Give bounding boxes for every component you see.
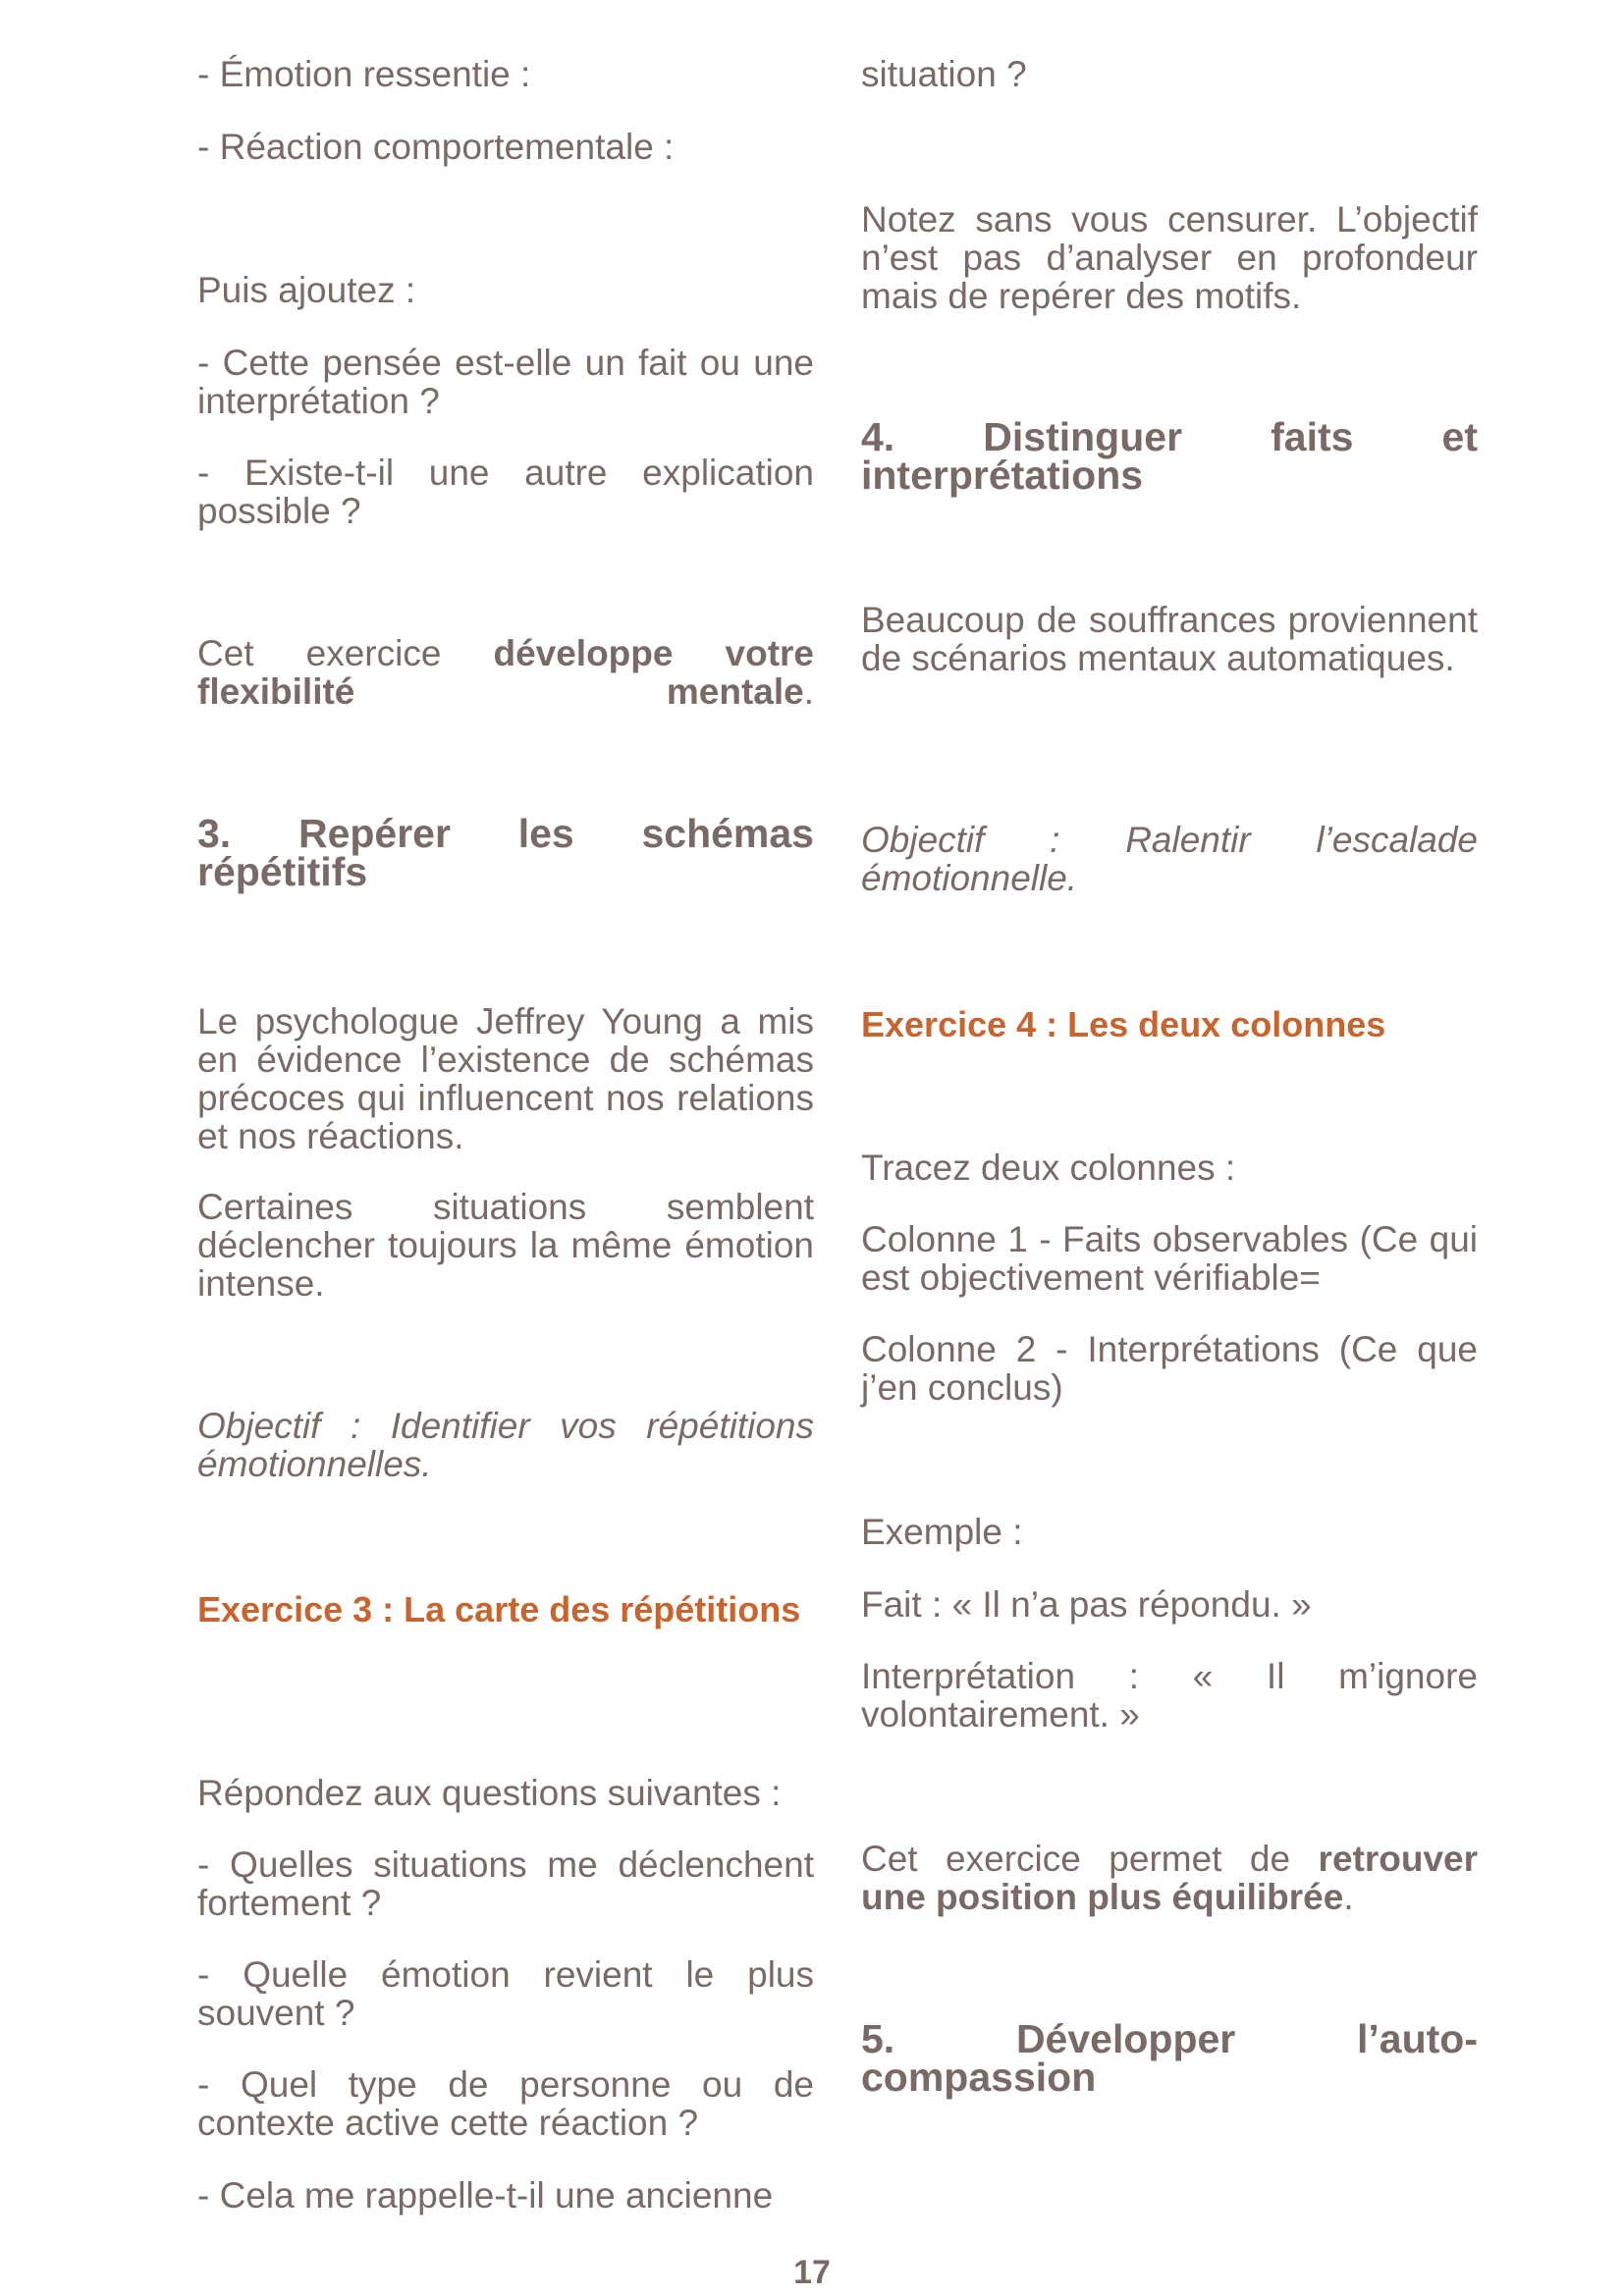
question-3: - Quel type de personne ou de contexte active cette réaction ? (197, 2064, 814, 2143)
exercise-4-title: Exercice 4 : Les deux colonnes (861, 1004, 1386, 1044)
colonne-2: Colonne 2 - Interprétations (Ce que j’en conclus) (861, 1329, 1478, 1408)
reaction-line: - Réaction comportementale : (197, 127, 675, 167)
page-number: 17 (793, 2254, 831, 2291)
interpretation-example: Interprétation : « Il m’ignore volontairement. » (861, 1656, 1478, 1735)
exercise-3-title: Exercice 3 : La carte des répétitions (197, 1589, 801, 1629)
exercise-2-conclusion: Cet exercice développe votre flexibilité mentale. (197, 633, 814, 712)
section-heading-5: 5. Développer l’auto-compassion (861, 2016, 1478, 2100)
tracez-line: Tracez deux colonnes : (861, 1148, 1236, 1188)
question-4: - Cela me rappelle-t-il une ancienne (197, 2175, 774, 2216)
puis-ajoutez: Puis ajoutez : (197, 270, 416, 310)
section-heading-4: 4. Distinguer faits et interprétations (861, 414, 1478, 498)
situation-line: situation ? (861, 54, 1027, 94)
fait-example: Fait : « Il n’a pas répondu. » (861, 1584, 1312, 1625)
section-heading-3: 3. Repérer les schémas répétitifs (197, 811, 814, 894)
emphasis-flexibility: développe votre flexibilité mentale (197, 633, 814, 712)
question-autre-explication: - Existe-t-il une autre explication possible ? (197, 453, 814, 531)
question-fait: - Cette pensée est-elle un fait ou une interprétation ? (197, 343, 814, 421)
notez-paragraph: Notez sans vous censurer. L’objectif n’est pas d’analyser en profondeur mais de repérer des motifs. (861, 199, 1478, 316)
objectif-4: Objectif : Ralentir l’escalade émotionnelle. (861, 820, 1478, 898)
beaucoup-paragraph: Beaucoup de souffrances proviennent de scénarios mentaux automatiques. (861, 600, 1478, 678)
exemple-line: Exemple : (861, 1512, 1023, 1552)
young-paragraph: Le psychologue Jeffrey Young a mis en évidence l’existence de schémas précoces qui influencent nos relations et nos réactions. (197, 1001, 814, 1156)
exercise-4-conclusion: Cet exercice permet de retrouver une position plus équilibrée. (861, 1839, 1478, 1917)
objectif-3: Objectif : Identifier vos répétitions émotionnelles. (197, 1406, 814, 1484)
repondez-line: Répondez aux questions suivantes : (197, 1773, 782, 1813)
emotion-line: - Émotion ressentie : (197, 54, 531, 94)
emphasis-position: retrouver une position plus équilibrée (861, 1839, 1478, 1917)
colonne-1: Colonne 1 - Faits observables (Ce qui est objectivement vérifiable= (861, 1219, 1478, 1298)
question-1: - Quelles situations me déclenchent fortement ? (197, 1844, 814, 1923)
question-2: - Quelle émotion revient le plus souvent ? (197, 1954, 814, 2033)
certaines-paragraph: Certaines situations semblent déclencher toujours la même émotion intense. (197, 1187, 814, 1304)
